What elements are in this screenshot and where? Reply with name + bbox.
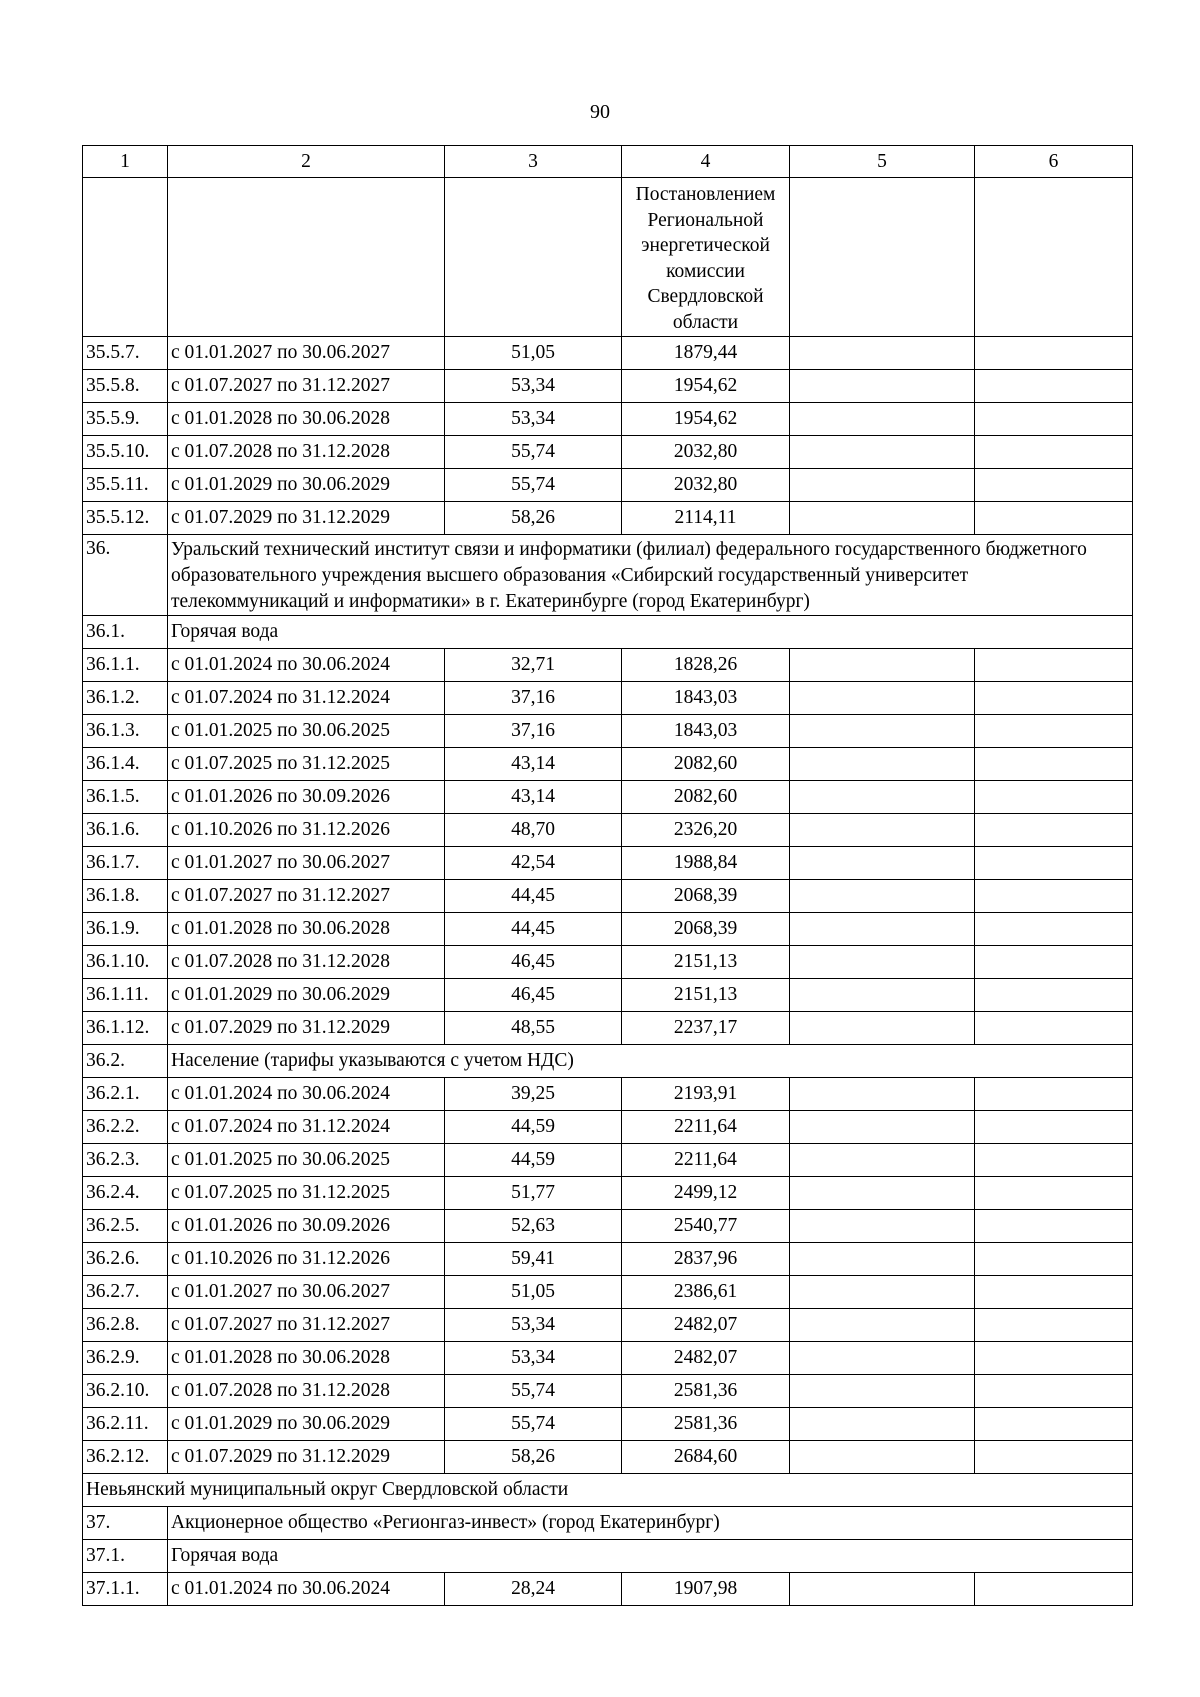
tariff-cell: 2482,07	[622, 1342, 790, 1375]
section-title: Население (тарифы указываются с учетом НДС)	[168, 1045, 1133, 1078]
empty-cell	[975, 469, 1133, 502]
table-row	[83, 502, 1133, 535]
period-cell: с 01.01.2026 по 30.09.2026	[168, 781, 445, 814]
column-number: 3	[445, 146, 622, 178]
row-number: 36.1.8.	[83, 880, 168, 913]
tariff-cell: 2386,61	[622, 1276, 790, 1309]
empty-cell	[975, 502, 1133, 535]
empty-cell	[790, 502, 975, 535]
period-cell: с 01.07.2024 по 31.12.2024	[168, 682, 445, 715]
row-number: 36.1.	[83, 616, 168, 649]
period-cell: с 01.01.2027 по 30.06.2027	[168, 1276, 445, 1309]
tariff-cell: 2581,36	[622, 1375, 790, 1408]
empty-cell	[975, 979, 1133, 1012]
table-row	[83, 1144, 1133, 1177]
column-number: 2	[168, 146, 445, 178]
row-number: 35.5.12.	[83, 502, 168, 535]
rate-cell: 28,24	[445, 1573, 622, 1606]
period-cell: с 01.01.2028 по 30.06.2028	[168, 403, 445, 436]
empty-cell	[975, 715, 1133, 748]
empty-cell	[790, 880, 975, 913]
table-row	[83, 649, 1133, 682]
district-title: Невьянский муниципальный округ Свердловской области	[83, 1474, 1133, 1507]
empty-cell	[790, 979, 975, 1012]
tariff-cell: 2114,11	[622, 502, 790, 535]
tariff-cell: 2211,64	[622, 1144, 790, 1177]
rate-cell: 51,05	[445, 337, 622, 370]
period-cell: с 01.07.2028 по 31.12.2028	[168, 946, 445, 979]
empty-cell	[790, 1144, 975, 1177]
empty-cell	[975, 748, 1133, 781]
row-number: 36.1.4.	[83, 748, 168, 781]
empty-cell	[975, 1375, 1133, 1408]
period-cell: с 01.01.2029 по 30.06.2029	[168, 1408, 445, 1441]
period-cell: с 01.07.2024 по 31.12.2024	[168, 1111, 445, 1144]
rate-cell: 55,74	[445, 469, 622, 502]
row-number: 36.2.9.	[83, 1342, 168, 1375]
empty-cell	[975, 946, 1133, 979]
table-row	[83, 715, 1133, 748]
rate-cell: 58,26	[445, 502, 622, 535]
section-title: Горячая вода	[168, 616, 1133, 649]
rate-cell: 32,71	[445, 649, 622, 682]
rate-cell: 44,45	[445, 880, 622, 913]
row-number: 36.2.	[83, 1045, 168, 1078]
period-cell: с 01.07.2027 по 31.12.2027	[168, 370, 445, 403]
table-row	[83, 436, 1133, 469]
empty-cell	[790, 1210, 975, 1243]
rate-cell: 44,45	[445, 913, 622, 946]
empty-cell	[790, 1441, 975, 1474]
row-number: 36.1.6.	[83, 814, 168, 847]
empty-cell	[790, 1111, 975, 1144]
period-cell: с 01.01.2024 по 30.06.2024	[168, 1078, 445, 1111]
tariff-cell: 2581,36	[622, 1408, 790, 1441]
table-row	[83, 1342, 1133, 1375]
period-cell: с 01.07.2029 по 31.12.2029	[168, 502, 445, 535]
empty-cell	[975, 649, 1133, 682]
table-row	[83, 1309, 1133, 1342]
organization-name: Уральский технический институт связи и информатики (филиал) федерального государственного бюджетного образовательного учреждения высшего образования «Сибирский государственный университет телекоммуникаций и информатики» в г. Екатеринбурге (город Екатеринбург)	[168, 535, 1133, 616]
period-cell: с 01.07.2027 по 31.12.2027	[168, 880, 445, 913]
table-row	[83, 1210, 1133, 1243]
empty-cell	[975, 682, 1133, 715]
row-number: 36.1.7.	[83, 847, 168, 880]
table-row	[83, 880, 1133, 913]
row-number: 36.1.12.	[83, 1012, 168, 1045]
tariff-cell: 1954,62	[622, 403, 790, 436]
empty-cell	[790, 814, 975, 847]
empty-cell	[975, 1012, 1133, 1045]
row-number: 36.2.11.	[83, 1408, 168, 1441]
period-cell: с 01.07.2028 по 31.12.2028	[168, 1375, 445, 1408]
column-number: 6	[975, 146, 1133, 178]
empty-cell	[975, 1441, 1133, 1474]
tariff-cell: 2211,64	[622, 1111, 790, 1144]
empty-cell	[790, 748, 975, 781]
table-row	[83, 814, 1133, 847]
empty-cell	[975, 1276, 1133, 1309]
empty-cell	[975, 337, 1133, 370]
rate-cell: 48,70	[445, 814, 622, 847]
empty-cell	[975, 1342, 1133, 1375]
tariff-cell: 2237,17	[622, 1012, 790, 1045]
empty-cell	[790, 1276, 975, 1309]
period-cell: с 01.07.2029 по 31.12.2029	[168, 1012, 445, 1045]
table-row	[83, 946, 1133, 979]
rate-cell: 44,59	[445, 1111, 622, 1144]
table-row	[83, 469, 1133, 502]
table-row	[83, 748, 1133, 781]
row-number: 36.2.2.	[83, 1111, 168, 1144]
rate-cell: 43,14	[445, 748, 622, 781]
empty-cell	[975, 436, 1133, 469]
period-cell: с 01.01.2029 по 30.06.2029	[168, 469, 445, 502]
empty-cell	[790, 847, 975, 880]
row-number: 36.2.3.	[83, 1144, 168, 1177]
empty-cell	[790, 1408, 975, 1441]
table-row	[83, 682, 1133, 715]
empty-cell	[975, 1078, 1133, 1111]
row-number: 35.5.10.	[83, 436, 168, 469]
empty-cell	[975, 913, 1133, 946]
rate-cell: 42,54	[445, 847, 622, 880]
empty-cell	[975, 880, 1133, 913]
empty-cell	[790, 1243, 975, 1276]
continuation-row	[83, 178, 1133, 337]
tariff-cell: 2837,96	[622, 1243, 790, 1276]
empty-cell	[975, 1408, 1133, 1441]
table-row	[83, 337, 1133, 370]
section-title: Горячая вода	[168, 1540, 1133, 1573]
tariff-cell: 2068,39	[622, 913, 790, 946]
tariff-cell: 2326,20	[622, 814, 790, 847]
column-number-row	[83, 146, 1133, 178]
table-row	[83, 1111, 1133, 1144]
row-number: 36.1.9.	[83, 913, 168, 946]
rate-cell: 55,74	[445, 1375, 622, 1408]
empty-cell	[790, 1078, 975, 1111]
tariff-cell: 2482,07	[622, 1309, 790, 1342]
empty-cell	[790, 682, 975, 715]
page-number: 90	[590, 101, 610, 123]
column-number: 5	[790, 146, 975, 178]
tariff-cell: 2684,60	[622, 1441, 790, 1474]
period-cell: с 01.07.2025 по 31.12.2025	[168, 1177, 445, 1210]
empty-cell	[975, 403, 1133, 436]
tariff-cell: 1907,98	[622, 1573, 790, 1606]
row-number: 36.1.2.	[83, 682, 168, 715]
tariff-cell: 2193,91	[622, 1078, 790, 1111]
empty-cell	[975, 1243, 1133, 1276]
table-row	[83, 1012, 1133, 1045]
tariff-cell: 2151,13	[622, 946, 790, 979]
table-row	[83, 847, 1133, 880]
tariff-cell: 2540,77	[622, 1210, 790, 1243]
table-row	[83, 1573, 1133, 1606]
table-row	[83, 781, 1133, 814]
period-cell: с 01.01.2028 по 30.06.2028	[168, 913, 445, 946]
tariff-cell: 1954,62	[622, 370, 790, 403]
table-row	[83, 1276, 1133, 1309]
row-number: 35.5.11.	[83, 469, 168, 502]
tariff-cell: 2068,39	[622, 880, 790, 913]
section-row	[83, 1540, 1133, 1573]
row-number: 36.1.5.	[83, 781, 168, 814]
empty-cell	[790, 436, 975, 469]
rate-cell: 53,34	[445, 370, 622, 403]
empty-cell	[790, 1309, 975, 1342]
row-number: 36.2.6.	[83, 1243, 168, 1276]
table-row	[83, 370, 1133, 403]
empty-cell	[975, 814, 1133, 847]
empty-cell	[790, 715, 975, 748]
table-row	[83, 1408, 1133, 1441]
empty-cell	[975, 1573, 1133, 1606]
period-cell: с 01.01.2024 по 30.06.2024	[168, 649, 445, 682]
empty-cell	[975, 1210, 1133, 1243]
empty-cell	[790, 1177, 975, 1210]
rate-cell: 53,34	[445, 403, 622, 436]
empty-cell	[790, 1375, 975, 1408]
rate-cell: 39,25	[445, 1078, 622, 1111]
tariff-cell: 2082,60	[622, 781, 790, 814]
rate-cell: 37,16	[445, 715, 622, 748]
table-row	[83, 1243, 1133, 1276]
resolution-note: Постановлением Региональной энергетической комиссии Свердловской области	[622, 178, 790, 337]
row-number: 36.2.4.	[83, 1177, 168, 1210]
period-cell: с 01.01.2029 по 30.06.2029	[168, 979, 445, 1012]
empty-cell	[790, 649, 975, 682]
tariff-cell: 2032,80	[622, 469, 790, 502]
rate-cell: 46,45	[445, 946, 622, 979]
period-cell: с 01.07.2027 по 31.12.2027	[168, 1309, 445, 1342]
rate-cell: 44,59	[445, 1144, 622, 1177]
period-cell: с 01.01.2028 по 30.06.2028	[168, 1342, 445, 1375]
period-cell: с 01.01.2027 по 30.06.2027	[168, 337, 445, 370]
table-row	[83, 979, 1133, 1012]
row-number: 35.5.8.	[83, 370, 168, 403]
table-row	[83, 1375, 1133, 1408]
organization-row	[83, 1507, 1133, 1540]
section-row	[83, 616, 1133, 649]
empty-cell	[790, 337, 975, 370]
rate-cell: 59,41	[445, 1243, 622, 1276]
row-number: 36.2.8.	[83, 1309, 168, 1342]
empty-cell	[975, 1309, 1133, 1342]
table-row	[83, 1177, 1133, 1210]
period-cell: с 01.10.2026 по 31.12.2026	[168, 814, 445, 847]
rate-cell: 51,05	[445, 1276, 622, 1309]
column-number: 1	[83, 146, 168, 178]
section-row	[83, 1045, 1133, 1078]
period-cell: с 01.01.2026 по 30.09.2026	[168, 1210, 445, 1243]
tariff-cell: 1988,84	[622, 847, 790, 880]
row-number: 36.1.11.	[83, 979, 168, 1012]
empty-cell	[975, 370, 1133, 403]
row-number: 36.	[83, 535, 168, 616]
period-cell: с 01.01.2027 по 30.06.2027	[168, 847, 445, 880]
rate-cell: 55,74	[445, 436, 622, 469]
empty-cell	[790, 781, 975, 814]
table-row	[83, 1441, 1133, 1474]
empty-cell	[975, 781, 1133, 814]
rate-cell: 53,34	[445, 1342, 622, 1375]
table-row	[83, 403, 1133, 436]
empty-cell	[790, 403, 975, 436]
empty-cell	[975, 1111, 1133, 1144]
period-cell: с 01.07.2028 по 31.12.2028	[168, 436, 445, 469]
rate-cell: 46,45	[445, 979, 622, 1012]
organization-name: Акционерное общество «Регионгаз-инвест» (город Екатеринбург)	[168, 1507, 1133, 1540]
tariff-cell: 1879,44	[622, 337, 790, 370]
row-number: 36.1.1.	[83, 649, 168, 682]
row-number: 35.5.9.	[83, 403, 168, 436]
rate-cell: 51,77	[445, 1177, 622, 1210]
period-cell: с 01.07.2029 по 31.12.2029	[168, 1441, 445, 1474]
empty-cell	[790, 946, 975, 979]
rate-cell: 37,16	[445, 682, 622, 715]
row-number: 37.1.1.	[83, 1573, 168, 1606]
row-number: 36.2.10.	[83, 1375, 168, 1408]
period-cell: с 01.07.2025 по 31.12.2025	[168, 748, 445, 781]
tariff-cell: 1843,03	[622, 682, 790, 715]
empty-cell	[790, 469, 975, 502]
row-number: 37.1.	[83, 1540, 168, 1573]
empty-cell	[975, 1144, 1133, 1177]
row-number: 36.1.10.	[83, 946, 168, 979]
tariff-cell: 2032,80	[622, 436, 790, 469]
row-number: 37.	[83, 1507, 168, 1540]
row-number: 36.2.5.	[83, 1210, 168, 1243]
empty-cell	[790, 1342, 975, 1375]
rate-cell: 48,55	[445, 1012, 622, 1045]
organization-row	[83, 535, 1133, 616]
table-row	[83, 1078, 1133, 1111]
empty-cell	[975, 847, 1133, 880]
district-row	[83, 1474, 1133, 1507]
tariff-table	[82, 145, 1133, 1606]
empty-cell	[975, 1177, 1133, 1210]
period-cell: с 01.01.2025 по 30.06.2025	[168, 715, 445, 748]
tariff-cell: 2082,60	[622, 748, 790, 781]
period-cell: с 01.01.2024 по 30.06.2024	[168, 1573, 445, 1606]
row-number: 36.2.12.	[83, 1441, 168, 1474]
rate-cell: 58,26	[445, 1441, 622, 1474]
empty-cell	[790, 913, 975, 946]
period-cell: с 01.10.2026 по 31.12.2026	[168, 1243, 445, 1276]
row-number: 36.2.1.	[83, 1078, 168, 1111]
tariff-cell: 1843,03	[622, 715, 790, 748]
rate-cell: 55,74	[445, 1408, 622, 1441]
rate-cell: 52,63	[445, 1210, 622, 1243]
period-cell: с 01.01.2025 по 30.06.2025	[168, 1144, 445, 1177]
empty-cell	[790, 1573, 975, 1606]
empty-cell	[790, 370, 975, 403]
row-number: 36.2.7.	[83, 1276, 168, 1309]
tariff-cell: 2151,13	[622, 979, 790, 1012]
row-number: 36.1.3.	[83, 715, 168, 748]
rate-cell: 43,14	[445, 781, 622, 814]
tariff-cell: 1828,26	[622, 649, 790, 682]
rate-cell: 53,34	[445, 1309, 622, 1342]
empty-cell	[790, 1012, 975, 1045]
row-number: 35.5.7.	[83, 337, 168, 370]
tariff-cell: 2499,12	[622, 1177, 790, 1210]
column-number: 4	[622, 146, 790, 178]
table-row	[83, 913, 1133, 946]
